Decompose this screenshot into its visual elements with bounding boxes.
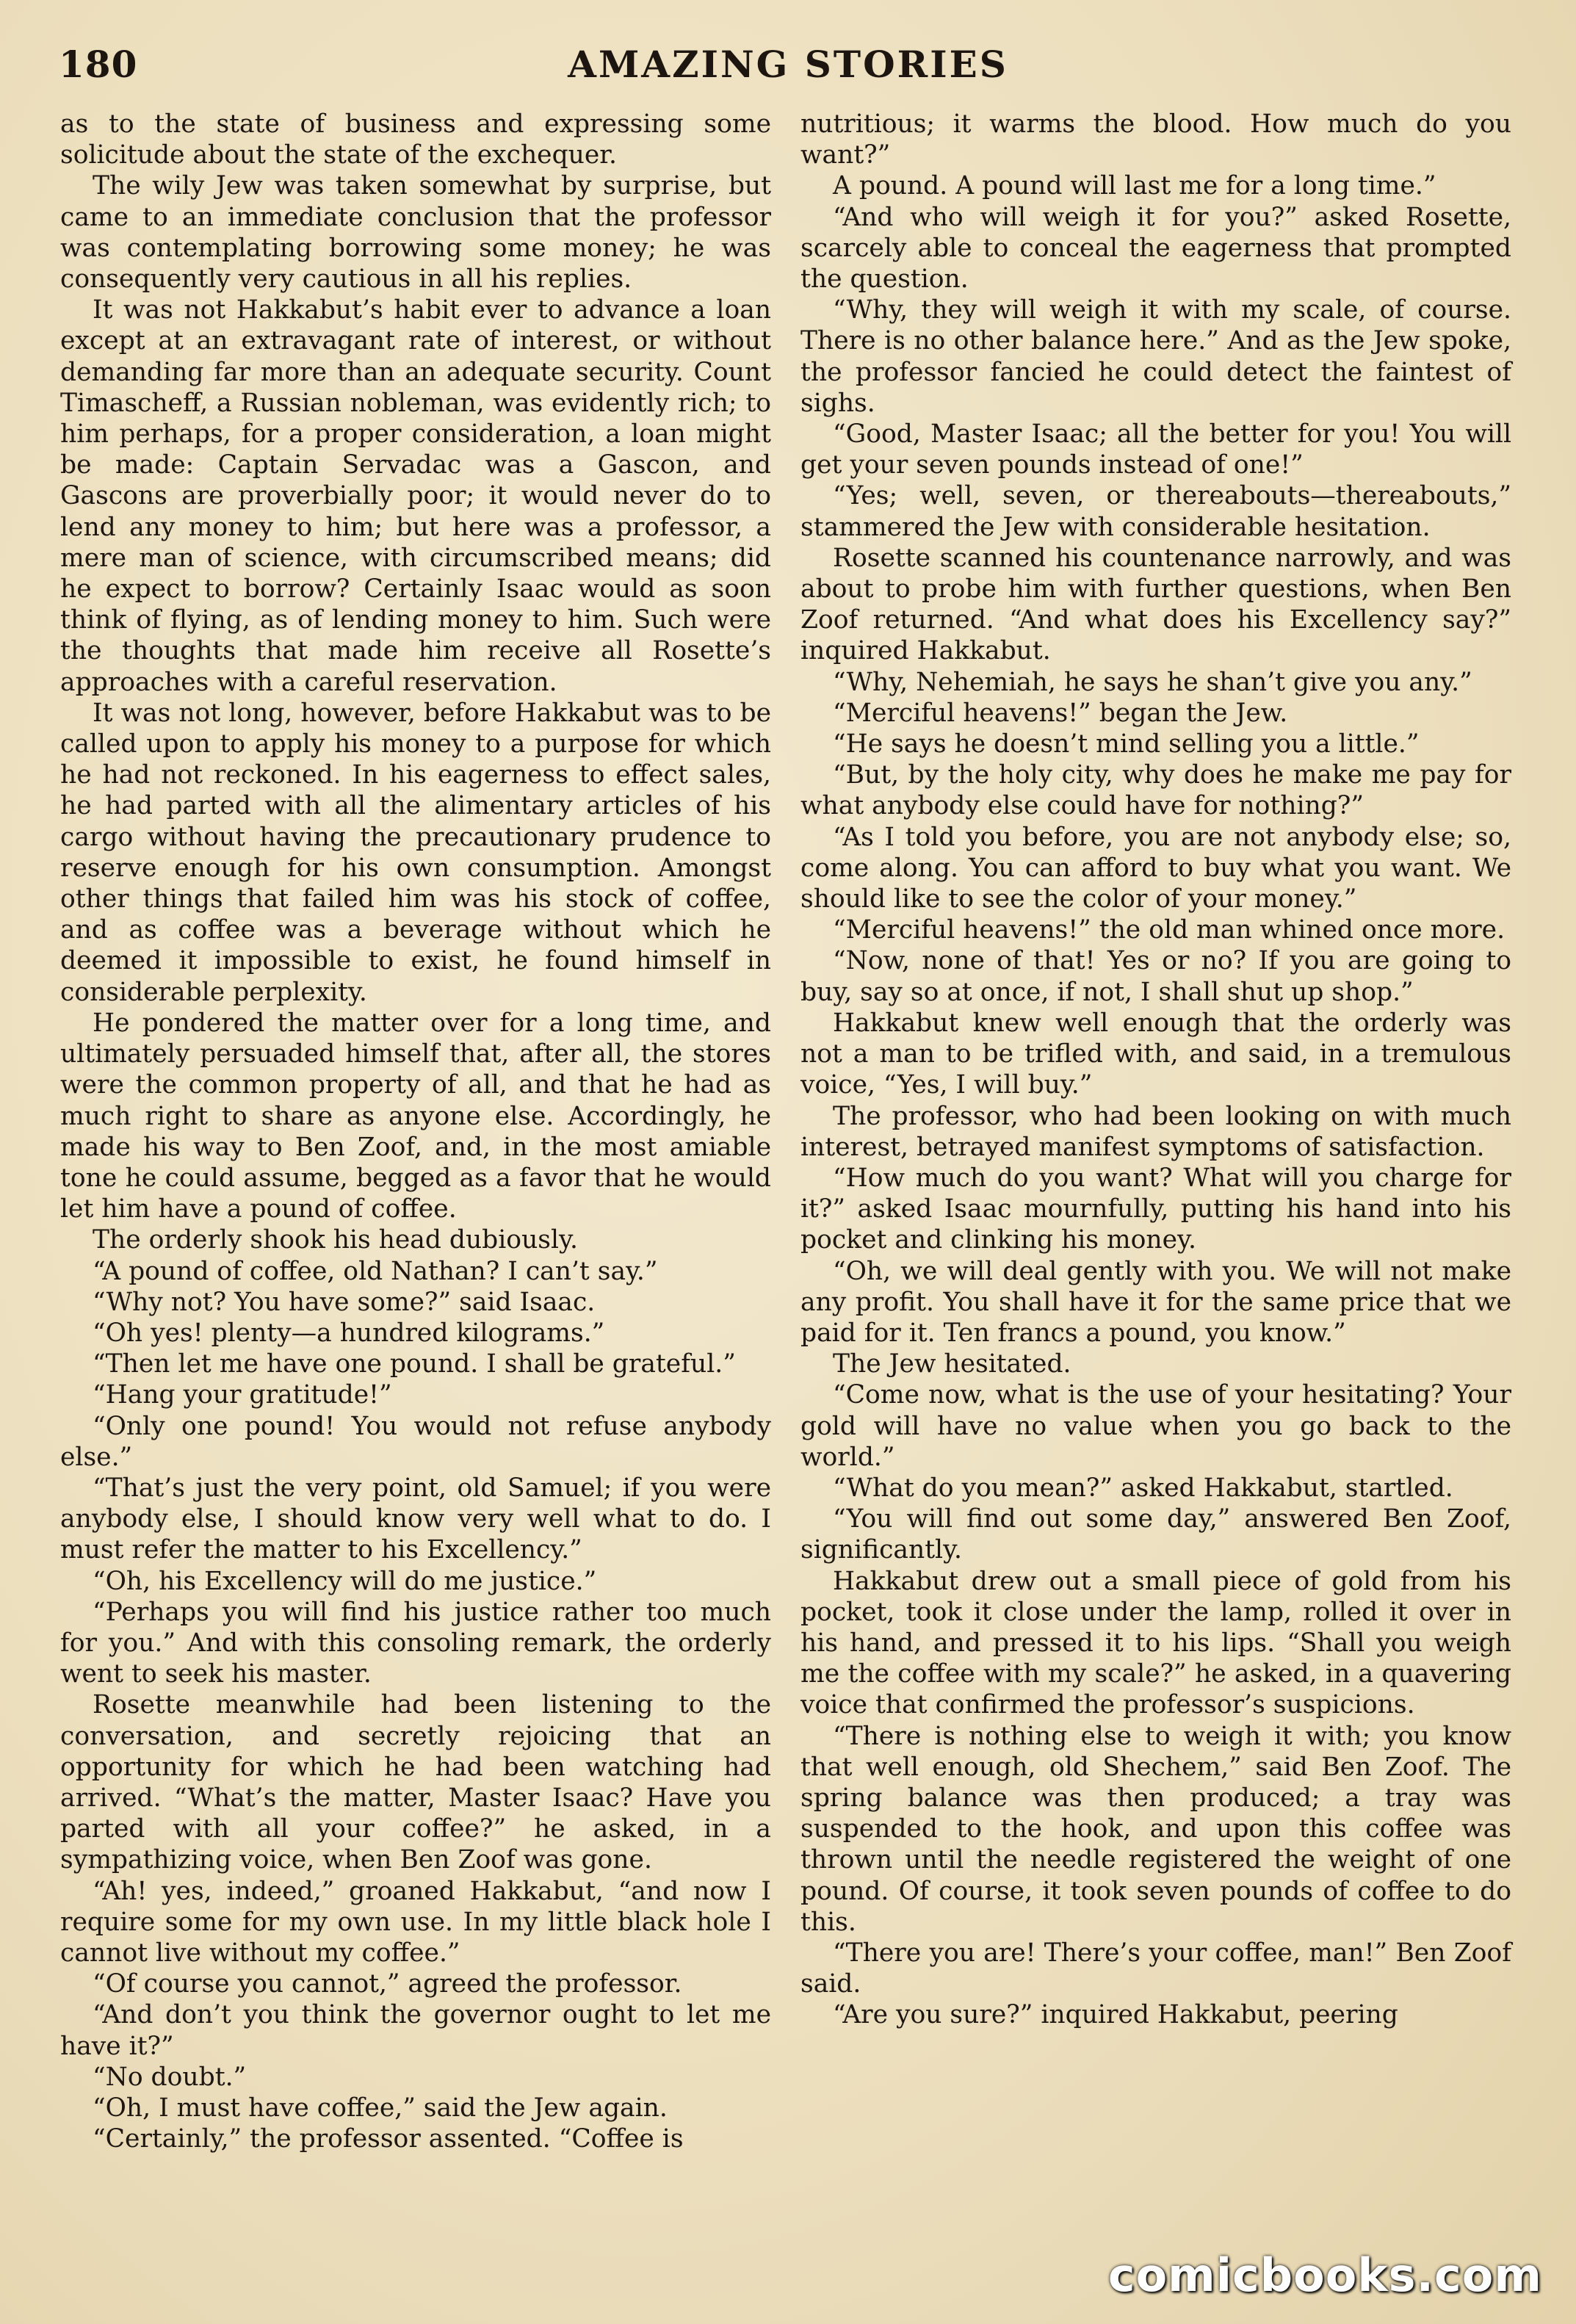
paragraph: “Hang your gratitude!” xyxy=(93,1380,392,1410)
right-column xyxy=(800,109,1511,2031)
paragraph: as to the state of business and expressing some solicitude about the state of the exchequer. xyxy=(60,109,771,170)
paragraph: “Certainly,” the professor assented. “Coffee is xyxy=(93,2124,684,2154)
paragraph: “Perhaps you will find his justice rather too much for you.” And with this consoling remark, the orderly went to seek his master. xyxy=(60,1597,771,1689)
paragraph: “But, by the holy city, why does he make me pay for what anybody else could have for nothing?” xyxy=(800,760,1511,821)
paragraph: “And who will weigh it for you?” asked Rosette, scarcely able to conceal the eagerness that prompted the question. xyxy=(800,202,1511,295)
paragraph: Hakkabut drew out a small piece of gold from his pocket, took it close under the lamp, rolled it over in his hand, and pressed it to his lips. “Shall you weigh me the coffee with my scale?” he asked, in a quavering voice that confirmed the professor’s suspicions. xyxy=(800,1566,1511,1720)
paragraph: “Why, they will weigh it with my scale, of course. There is no other balance here.” And as the Jew spoke, the professor fancied he could detect the faintest of sighs. xyxy=(800,295,1511,418)
paragraph: “Oh, his Excellency will do me justice.” xyxy=(93,1566,597,1596)
paragraph: “How much do you want? What will you charge for it?” asked Isaac mournfully, putting his hand into his pocket and clinking his money. xyxy=(800,1163,1511,1255)
paragraph: “As I told you before, you are not anybody else; so, come along. You can afford to buy what you want. We should like to see the color of your money.” xyxy=(800,822,1511,914)
paragraph: “There is nothing else to weigh it with; you know that well enough, old Shechem,” said Ben Zoof. The spring balance was then produced; a tray was suspended to the hook, and upon this coffee was thrown until the needle registered the weight of one pound. Of course, it took seven pounds of coffee to do this. xyxy=(800,1721,1511,1937)
page-header xyxy=(59,43,1517,94)
paragraph: “Good, Master Isaac; all the better for you! You will get your seven pounds instead of one!” xyxy=(800,419,1511,480)
paragraph: The orderly shook his head dubiously. xyxy=(93,1225,578,1255)
paragraph: Hakkabut knew well enough that the orderly was not a man to be trifled with, and said, in a tremulous voice, “Yes, I will buy.” xyxy=(800,1008,1511,1100)
paragraph: Rosette meanwhile had been listening to the conversation, and secretly rejoicing that an opportunity for which he had been watching had arrived. “What’s the matter, Master Isaac? Have you parted with all your coffee?” he asked, in a sympathizing voice, when Ben Zoof was gone. xyxy=(60,1690,771,1875)
paragraph: A pound. A pound will last me for a long time.” xyxy=(833,171,1436,201)
paragraph: “Yes; well, seven, or thereabouts—thereabouts,” stammered the Jew with considerable hesitation. xyxy=(800,481,1511,542)
paragraph: “No doubt.” xyxy=(93,2062,247,2092)
paragraph: nutritious; it warms the blood. How much do you want?” xyxy=(800,109,1511,170)
paragraph: “Oh, I must have coffee,” said the Jew again. xyxy=(93,2093,668,2123)
left-column xyxy=(60,109,771,2154)
paragraph: “He says he doesn’t mind selling you a little.” xyxy=(833,729,1420,759)
paragraph: “What do you mean?” asked Hakkabut, startled. xyxy=(833,1473,1453,1503)
paragraph: “Oh, we will deal gently with you. We will not make any profit. You shall have it for the same price that we paid for it. Ten francs a pound, you know.” xyxy=(800,1256,1511,1348)
paragraph: He pondered the matter over for a long time, and ultimately persuaded himself that, after all, the stores were the common property of all, and that he had as much right to share as anyone else. Accordingly, he made his way to Ben Zoof, and, in the most amiable tone he could assume, begged as a favor that he would let him have a pound of coffee. xyxy=(60,1008,771,1224)
paragraph: The professor, who had been looking on with much interest, betrayed manifest symptoms of satisfaction. xyxy=(800,1101,1511,1162)
paragraph: “Then let me have one pound. I shall be grateful.” xyxy=(93,1349,736,1379)
paragraph: “And don’t you think the governor ought to let me have it?” xyxy=(60,2000,771,2061)
page-number: 180 xyxy=(59,43,138,86)
paragraph: “Now, none of that! Yes or no? If you are going to buy, say so at once, if not, I shall shut up shop.” xyxy=(800,946,1511,1007)
paragraph: “Merciful heavens!” the old man whined once more. xyxy=(833,915,1505,945)
paragraph: It was not long, however, before Hakkabut was to be called upon to apply his money to a purpose for which he had not reckoned. In his eagerness to effect sales, he had parted with all the alimentary articles of his cargo without having the precautionary prudence to reserve enough for his own consumption. Amongst other things that failed him was his stock of coffee, and as coffee was a beverage without which he deemed it impossible to exist, he found himself in considerable perplexity. xyxy=(60,698,771,1007)
paragraph: “Of course you cannot,” agreed the professor. xyxy=(93,1969,682,1999)
paragraph: “Oh yes! plenty—a hundred kilograms.” xyxy=(93,1318,605,1348)
running-head: AMAZING STORIES xyxy=(568,43,1008,86)
paragraph: “Only one pound! You would not refuse anybody else.” xyxy=(60,1411,771,1472)
paragraph: The Jew hesitated. xyxy=(833,1349,1071,1379)
paragraph: “Merciful heavens!” began the Jew. xyxy=(833,698,1288,728)
paragraph: “A pound of coffee, old Nathan? I can’t say.” xyxy=(93,1256,658,1286)
paragraph: “Come now, what is the use of your hesitating? Your gold will have no value when you go back to the world.” xyxy=(800,1380,1511,1472)
paragraph: It was not Hakkabut’s habit ever to advance a loan except at an extravagant rate of interest, or without demanding far more than an adequate security. Count Timascheff, a Russian nobleman, was evidently rich; to him perhaps, for a proper consideration, a loan might be made: Captain Servadac was a Gascon, and Gascons are proverbially poor; it would never do to lend any money to him; but here was a professor, a mere man of science, with circumscribed means; did he expect to borrow? Certainly Isaac would as soon think of flying, as of lending money to him. Such were the thoughts that made him receive all Rosette’s approaches with a careful reservation. xyxy=(60,295,771,697)
watermark: comicbooks.com xyxy=(1107,2248,1542,2302)
paragraph: “Ah! yes, indeed,” groaned Hakkabut, “and now I require some for my own use. In my little black hole I cannot live without my coffee.” xyxy=(60,1876,771,1968)
paragraph: “You will find out some day,” answered Ben Zoof, significantly. xyxy=(800,1504,1511,1565)
paragraph: Rosette scanned his countenance narrowly, and was about to probe him with further questions, when Ben Zoof returned. “And what does his Excellency say?” inquired Hakkabut. xyxy=(800,543,1511,666)
paragraph: The wily Jew was taken somewhat by surprise, but came to an immediate conclusion that the professor was contemplating borrowing some money; he was consequently very cautious in all his replies. xyxy=(60,171,771,295)
paragraph: “Why not? You have some?” said Isaac. xyxy=(93,1287,596,1317)
paragraph: “That’s just the very point, old Samuel; if you were anybody else, I should know very well what to do. I must refer the matter to his Excellency.” xyxy=(60,1473,771,1565)
paragraph: “Why, Nehemiah, he says he shan’t give you any.” xyxy=(833,667,1472,697)
paragraph: “Are you sure?” inquired Hakkabut, peering xyxy=(833,2000,1398,2030)
paragraph: “There you are! There’s your coffee, man!” Ben Zoof said. xyxy=(800,1938,1511,1999)
